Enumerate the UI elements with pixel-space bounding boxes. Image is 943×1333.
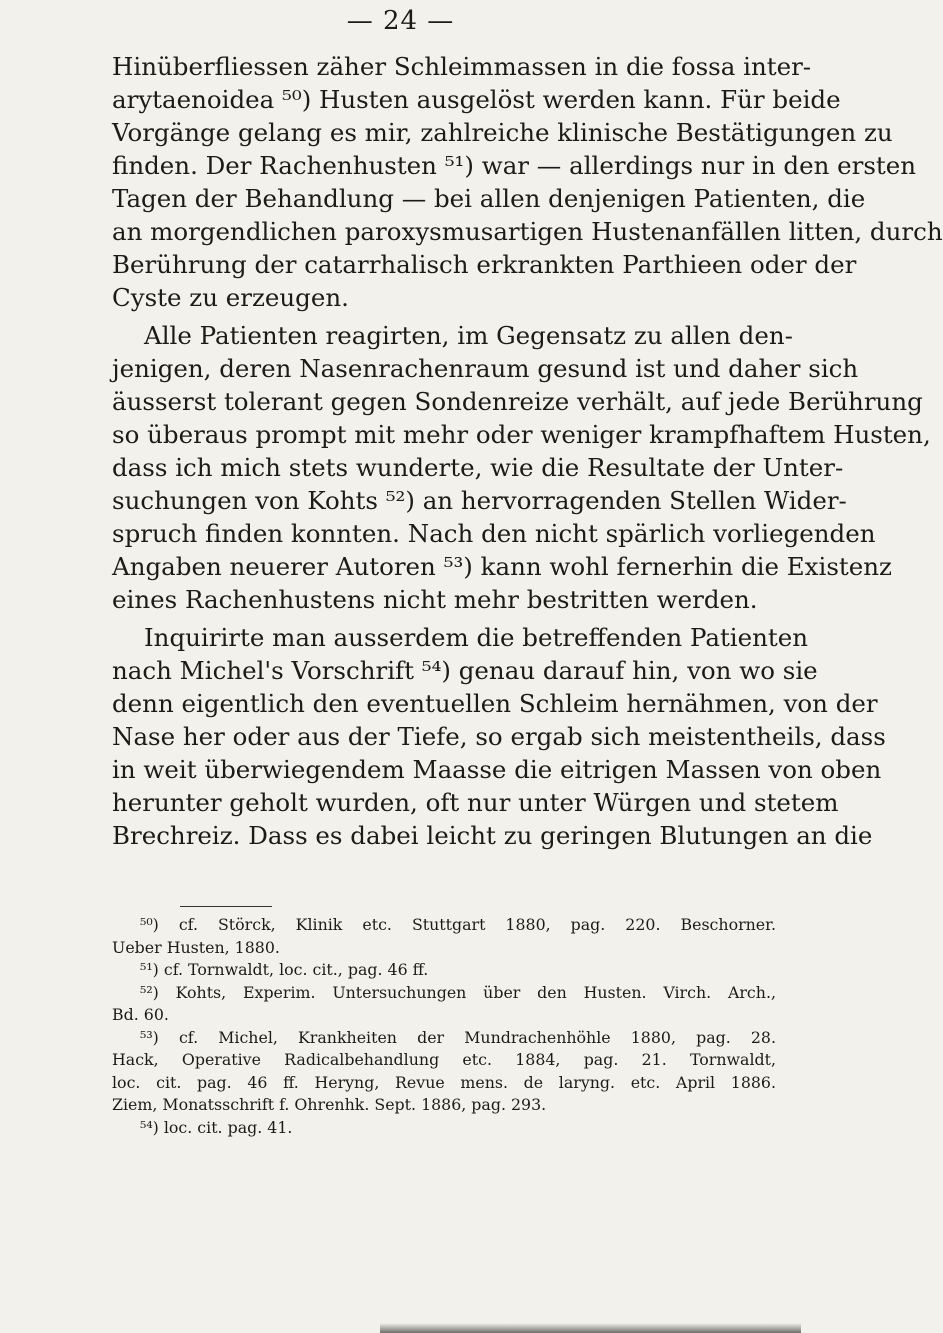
page-edge-shadow — [380, 1323, 801, 1333]
text-line: spruch finden konnten. Nach den nicht spärlich vorliegenden — [112, 519, 876, 548]
text-line: Inquirirte man ausserdem die betreffenden Patienten — [144, 623, 809, 652]
footnote — [112, 914, 776, 959]
text-line: an morgendlichen paroxysmusartigen Hustenanfällen litten, durch — [112, 217, 943, 246]
footnotes — [112, 914, 776, 1139]
text-line: Cyste zu erzeugen. — [112, 283, 349, 312]
footnote-line: Ueber Husten, 1880. — [112, 937, 280, 957]
text-line: eines Rachenhustens nicht mehr bestritten werden. — [112, 585, 758, 614]
text-line: Angaben neuerer Autoren ⁵³) kann wohl fernerhin die Existenz — [112, 552, 892, 581]
text-line: Brechreiz. Dass es dabei leicht zu geringen Blutungen an die — [112, 821, 873, 850]
text-line: dass ich mich stets wunderte, wie die Resultate der Unter- — [112, 453, 844, 482]
body-text — [112, 50, 943, 852]
footnote-line: Bd. 60. — [112, 1005, 169, 1024]
footnote-line: loc. cit. pag. 46 ff. Heryng, Revue mens. de laryng. etc. April 1886. — [112, 1072, 776, 1092]
text-line: jenigen, deren Nasenrachenraum gesund ist und daher sich — [112, 354, 859, 383]
text-line: herunter geholt wurden, oft nur unter Würgen und stetem — [112, 788, 839, 817]
text-line: Berührung der catarrhalisch erkrankten Parthieen oder der — [112, 250, 857, 279]
text-line: Tagen der Behandlung — bei allen denjenigen Patienten, die — [112, 184, 866, 213]
footnote-separator — [180, 906, 272, 907]
footnote-line: ⁵³) cf. Michel, Krankheiten der Mundrachenhöhle 1880, pag. 28. — [140, 1027, 776, 1047]
footnote-line: Hack, Operative Radicalbehandlung etc. 1884, pag. 21. Tornwaldt, — [112, 1050, 776, 1069]
footnote-line: ⁵⁰) cf. Störck, Klinik etc. Stuttgart 1880, pag. 220. Beschorner. — [140, 915, 776, 934]
paragraph — [112, 621, 886, 852]
footnote-line: ⁵¹) cf. Tornwaldt, loc. cit., pag. 46 ff. — [140, 960, 429, 979]
text-line: Nase her oder aus der Tiefe, so ergab sich meistentheils, dass — [112, 722, 886, 751]
text-line: denn eigentlich den eventuellen Schleim hernähmen, von der — [112, 689, 878, 718]
text-line: Alle Patienten reagirten, im Gegensatz zu allen den- — [144, 321, 793, 350]
text-line: arytaenoidea ⁵⁰) Husten ausgelöst werden kann. Für beide — [112, 85, 841, 114]
footnote — [112, 959, 776, 982]
paragraph — [112, 50, 943, 314]
page-number: — 24 — — [346, 6, 455, 36]
text-line: finden. Der Rachenhusten ⁵¹) war — allerdings nur in den ersten — [112, 151, 917, 180]
text-line: nach Michel's Vorschrift ⁵⁴) genau darauf hin, von wo sie — [112, 656, 818, 685]
text-line: so überaus prompt mit mehr oder weniger krampfhaftem Husten, — [112, 420, 931, 449]
text-line: Hinüberfliessen zäher Schleimmassen in die fossa inter- — [112, 52, 812, 81]
footnote-line: ⁵²) Kohts, Experim. Untersuchungen über den Husten. Virch. Arch., — [140, 982, 776, 1002]
text-line: in weit überwiegendem Maasse die eitrigen Massen von oben — [112, 755, 882, 784]
footnote-line: Ziem, Monatsschrift f. Ohrenhk. Sept. 1886, pag. 293. — [112, 1095, 547, 1114]
text-line: suchungen von Kohts ⁵²) an hervorragenden Stellen Wider- — [112, 486, 847, 515]
paragraph — [112, 319, 931, 616]
footnote — [112, 1027, 776, 1117]
footnote-line: ⁵⁴) loc. cit. pag. 41. — [140, 1117, 293, 1137]
text-line: Vorgänge gelang es mir, zahlreiche klinische Bestätigungen zu — [112, 118, 893, 147]
text-line: äusserst tolerant gegen Sondenreize verhält, auf jede Berührung — [112, 387, 923, 416]
footnote — [112, 1117, 776, 1140]
footnote — [112, 982, 776, 1027]
